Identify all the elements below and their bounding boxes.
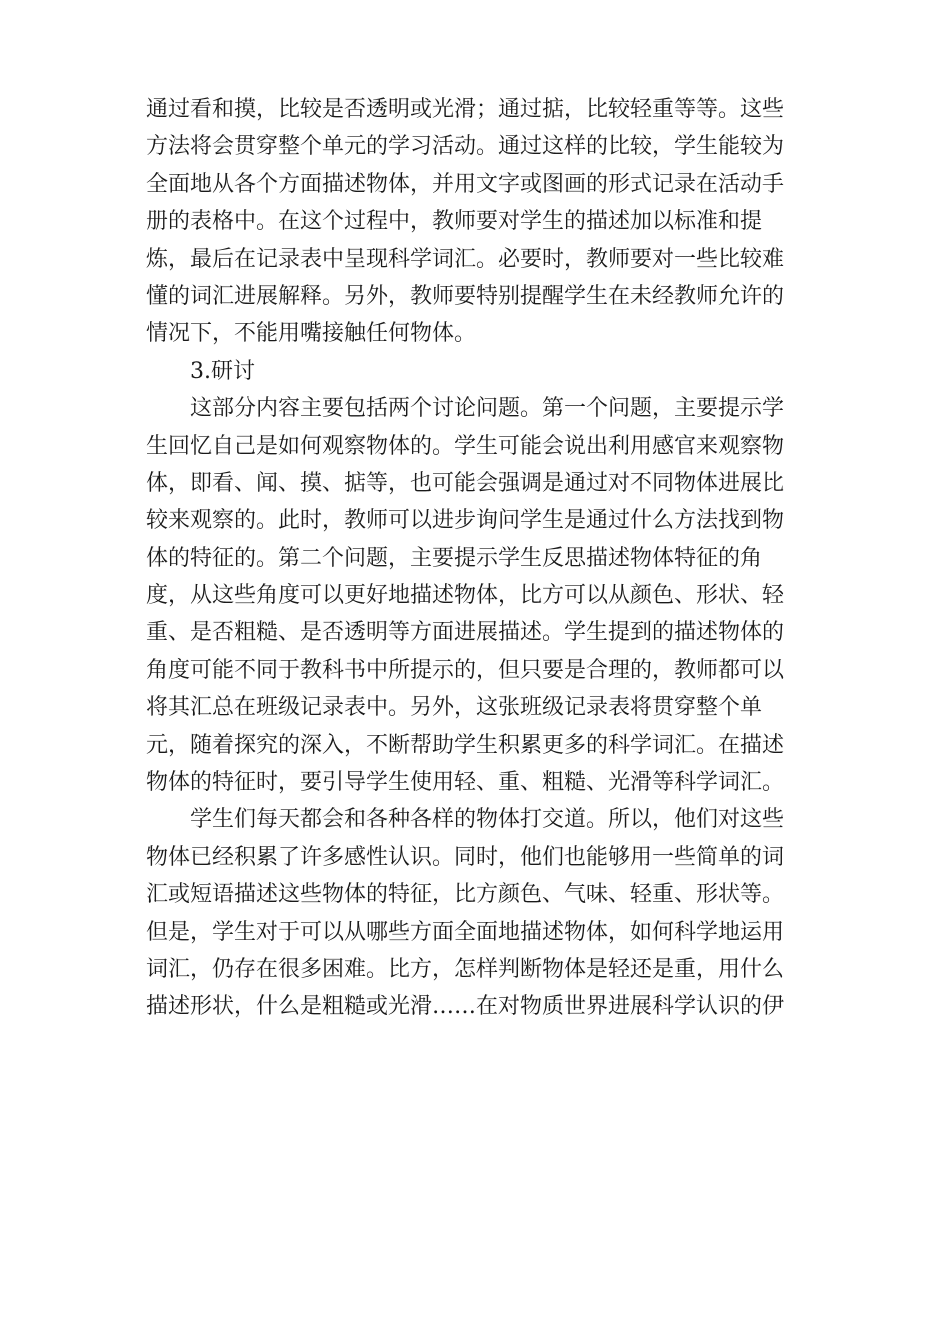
text-line: 炼，最后在记录表中呈现科学词汇。必要时，教师要对一些比较难 <box>146 246 785 272</box>
text-line: 册的表格中。在这个过程中，教师要对学生的描述加以标准和提 <box>146 209 763 235</box>
text-line: 体，即看、闻、摸、掂等，也可能会强调是通过对不同物体进展比 <box>146 470 785 496</box>
text-line: 角度可能不同于教科书中所提示的，但只要是合理的，教师都可以 <box>146 657 785 683</box>
text-line: 全面地从各个方面描述物体，并用文字或图画的形式记录在活动手 <box>146 171 785 197</box>
text-line: 但是，学生对于可以从哪些方面全面地描述物体，如何科学地运用 <box>146 919 785 945</box>
text-line: 方法将会贯穿整个单元的学习活动。通过这样的比较，学生能较为 <box>146 134 785 160</box>
text-line: 词汇，仍存在很多困难。比方，怎样判断物体是轻还是重，用什么 <box>146 956 785 982</box>
text-line: 懂的词汇进展解释。另外，教师要特别提醒学生在未经教师允许的 <box>146 283 785 309</box>
body-text <box>146 91 806 1026</box>
text-line-indented: 学生们每天都会和各种各样的物体打交道。所以，他们对这些 <box>190 807 785 833</box>
text-line: 度，从这些角度可以更好地描述物体，比方可以从颜色、形状、轻 <box>146 583 785 609</box>
text-line-indented: 这部分内容主要包括两个讨论问题。第一个问题，主要提示学 <box>190 396 785 422</box>
text-line: 描述形状，什么是粗糙或光滑……在对物质世界进展科学认识的伊 <box>146 994 785 1020</box>
text-line: 物体已经积累了许多感性认识。同时，他们也能够用一些简单的词 <box>146 844 785 870</box>
text-line: 生回忆自己是如何观察物体的。学生可能会说出利用感官来观察物 <box>146 433 785 459</box>
text-line: 元，随着探究的深入，不断帮助学生积累更多的科学词汇。在描述 <box>146 732 785 758</box>
text-line: 汇或短语描述这些物体的特征，比方颜色、气味、轻重、形状等。 <box>146 882 785 908</box>
text-line: 体的特征的。第二个问题，主要提示学生反思描述物体特征的角 <box>146 545 763 571</box>
text-line: 物体的特征时，要引导学生使用轻、重、粗糙、光滑等科学词汇。 <box>146 770 785 796</box>
text-line: 重、是否粗糙、是否透明等方面进展描述。学生提到的描述物体的 <box>146 620 785 646</box>
text-line: 将其汇总在班级记录表中。另外，这张班级记录表将贯穿整个单 <box>146 695 763 721</box>
text-line: 通过看和摸，比较是否透明或光滑；通过掂，比较轻重等等。这些 <box>146 97 785 122</box>
text-line-indented: 3.研讨 <box>190 358 255 384</box>
text-line: 较来观察的。此时，教师可以进步询问学生是通过什么方法找到物 <box>146 508 785 534</box>
text-line: 情况下，不能用嘴接触任何物体。 <box>146 321 477 347</box>
